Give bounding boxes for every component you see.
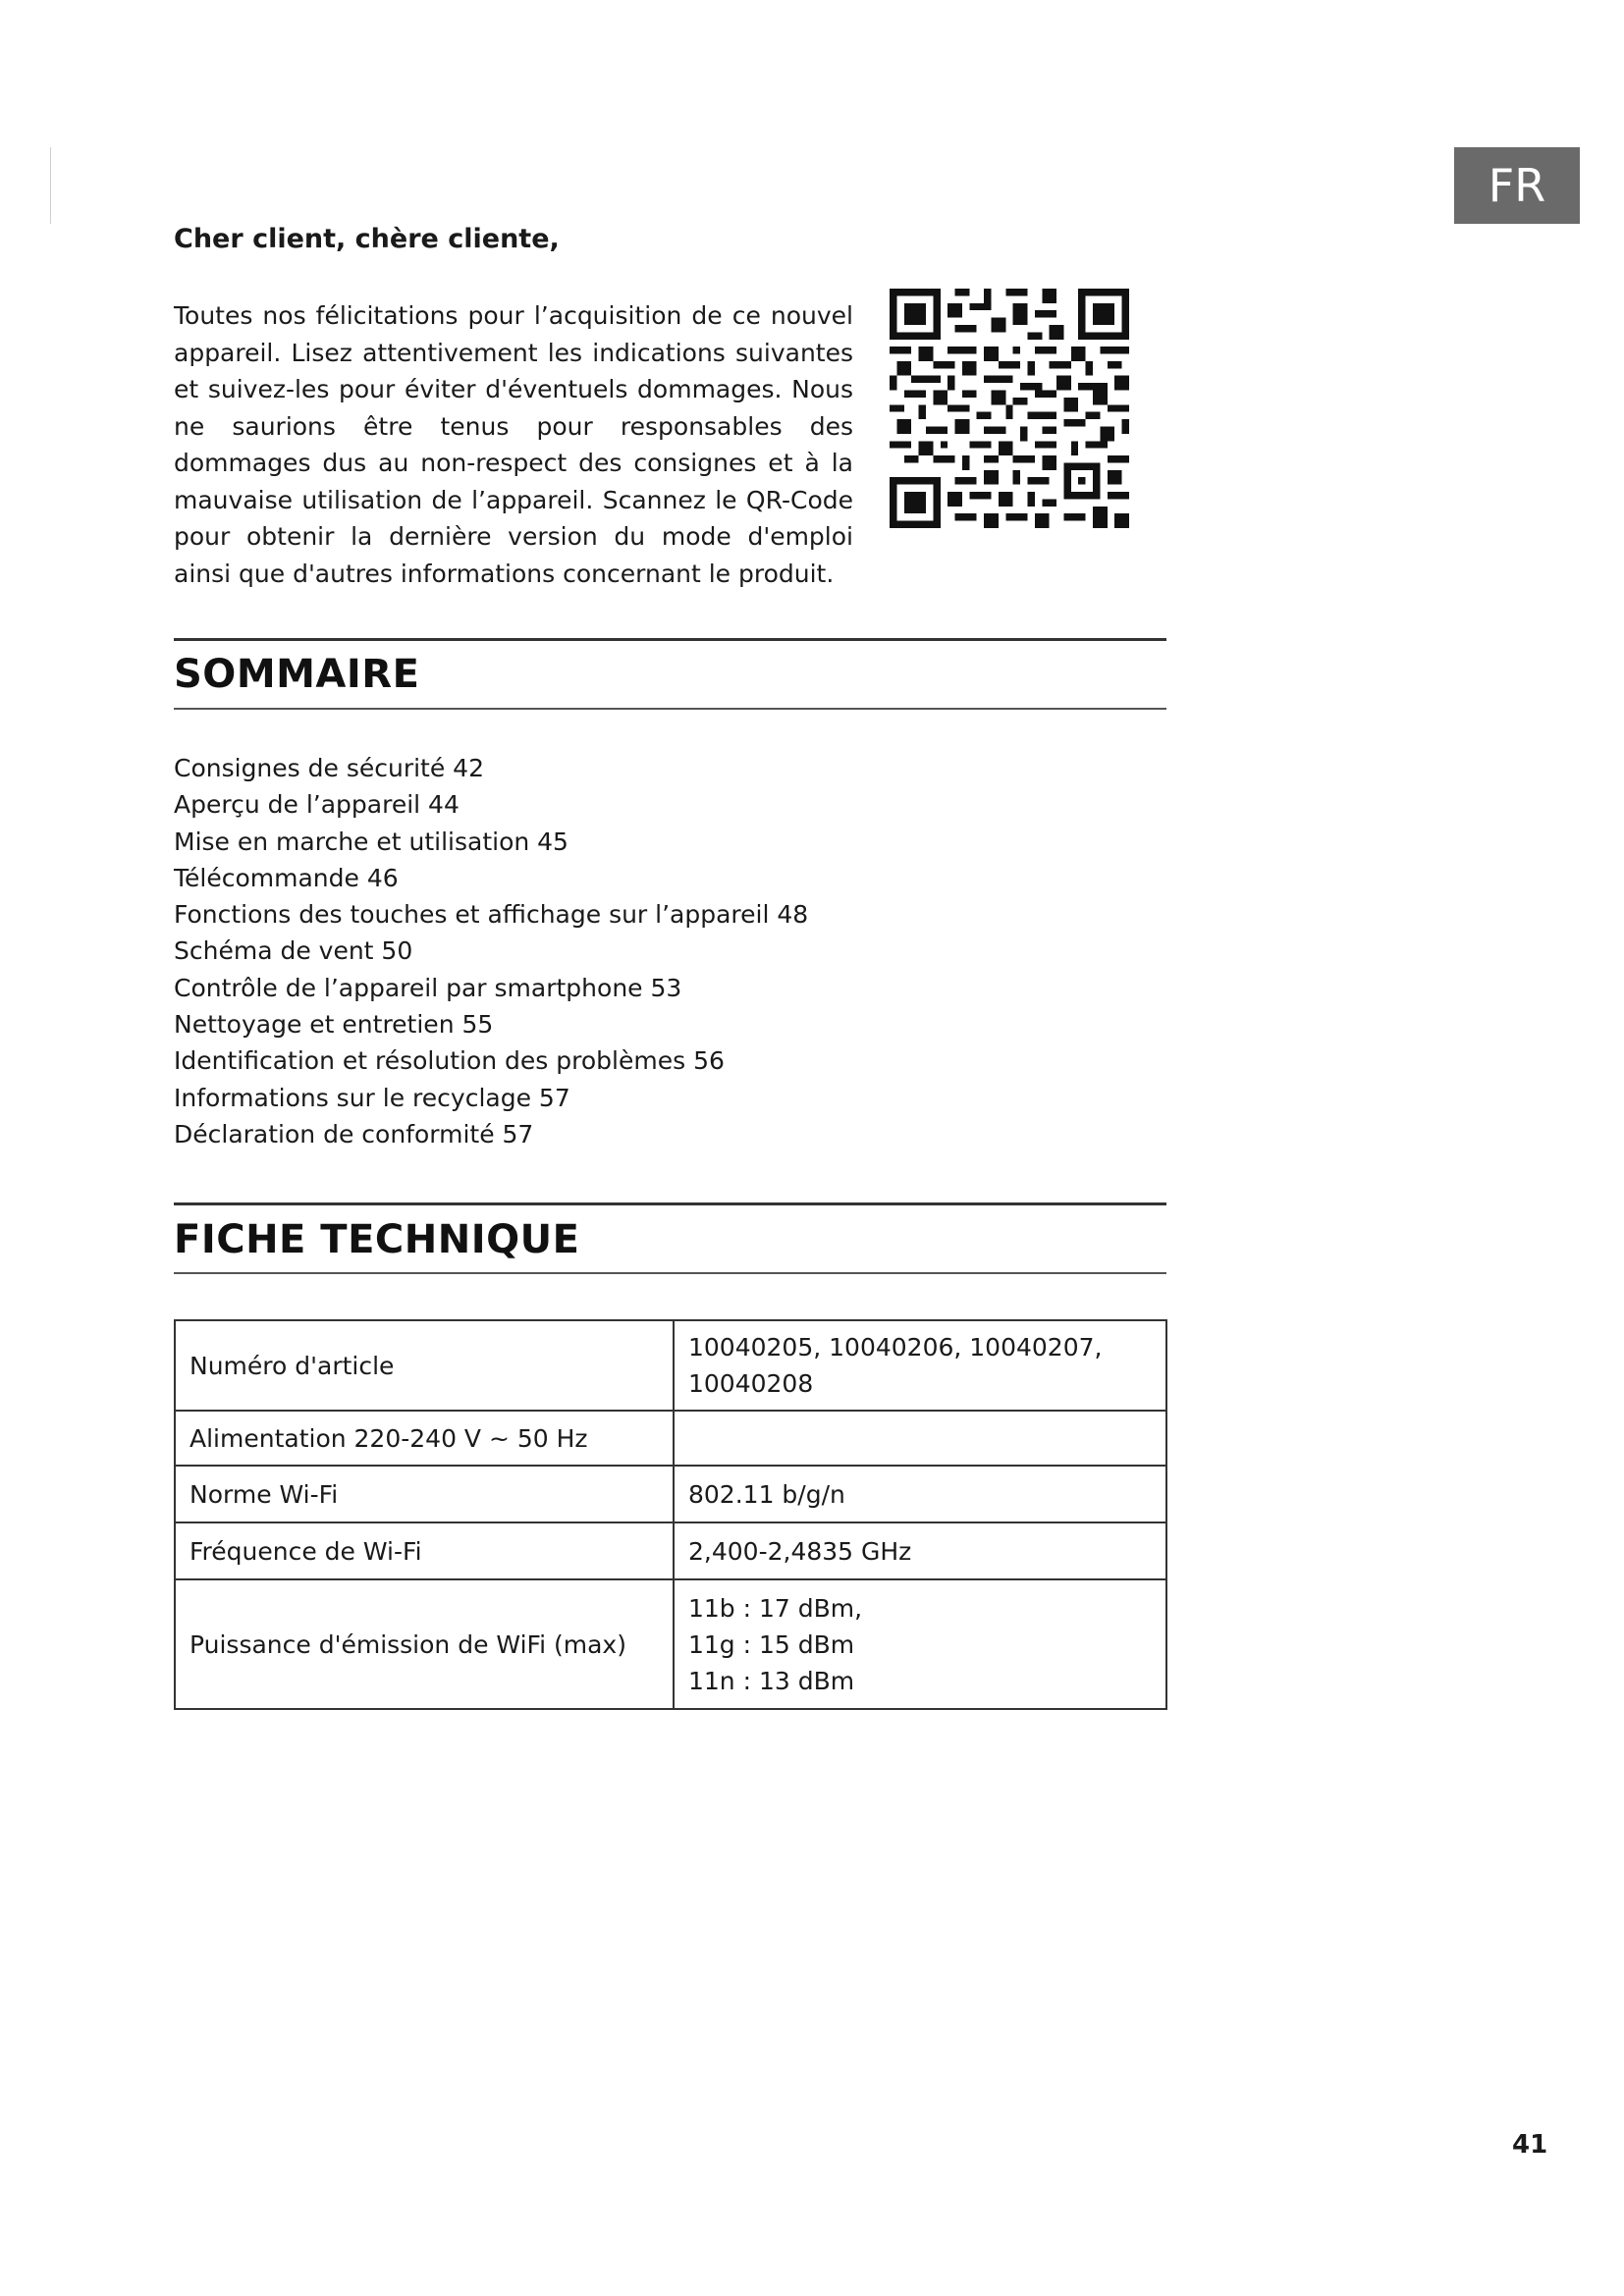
toc-item: Informations sur le recyclage 57 (174, 1083, 570, 1112)
greeting: Cher client, chère cliente, (174, 224, 560, 254)
intro-paragraph: Toutes nos félicitations pour l’acquisition de ce nouvel appareil. Lisez attentivement les indications suivantes et suivez-les pour éviter d'éventuels dommages. Nous ne saurions être tenus pour responsables des dommages dus au non-respect des consignes et à la mauvaise utilisation de l’appareil. Scannez le QR-Code pour obtenir la dernière version du mode d'emploi ainsi que d'autres informations concernant le produit. (174, 301, 853, 588)
toc-item: Déclaration de conformité 57 (174, 1119, 534, 1148)
toc-item: Consignes de sécurité 42 (174, 754, 484, 782)
toc-item: Nettoyage et entretien 55 (174, 1010, 494, 1040)
spec-table (174, 1319, 1167, 1710)
language-tab: FR (1454, 147, 1580, 224)
table-of-contents (174, 750, 808, 1152)
toc-item: Télécommande 46 (174, 863, 399, 892)
table-row (175, 1466, 1166, 1522)
spec-label: Puissance d'émission de WiFi (max) (175, 1579, 674, 1709)
toc-item: Aperçu de l’appareil 44 (174, 790, 460, 820)
table-row (175, 1320, 1166, 1411)
qr-code-icon (890, 289, 1129, 528)
page-number: 41 (1512, 2130, 1548, 2160)
margin-mark (50, 147, 51, 224)
table-row (175, 1411, 1166, 1466)
toc-item: Schéma de vent 50 (174, 936, 413, 966)
fiche-top-rule (174, 1202, 1166, 1205)
toc-item: Mise en marche et utilisation 45 (174, 827, 568, 856)
spec-label: Numéro d'article (175, 1320, 674, 1411)
specs-title: FICHE TECHNIQUE (174, 1217, 580, 1262)
table-row (175, 1579, 1166, 1709)
toc-item: Identification et résolution des problèmes 56 (174, 1046, 725, 1076)
table-row (175, 1522, 1166, 1579)
fiche-bottom-rule (174, 1272, 1166, 1274)
sommaire-bottom-rule (174, 708, 1166, 710)
spec-value (674, 1411, 1166, 1466)
spec-label: Alimentation 220-240 V ~ 50 Hz (175, 1411, 674, 1466)
spec-value: 10040205, 10040206, 10040207, 10040208 (674, 1320, 1166, 1411)
toc-item: Fonctions des touches et affichage sur l’appareil 48 (174, 900, 809, 930)
spec-label: Norme Wi-Fi (175, 1466, 674, 1522)
toc-item: Contrôle de l’appareil par smartphone 53 (174, 973, 682, 1002)
spec-value: 2,400-2,4835 GHz (674, 1522, 1166, 1579)
toc-title: SOMMAIRE (174, 652, 420, 697)
spec-label: Fréquence de Wi-Fi (175, 1522, 674, 1579)
spec-value: 11b : 17 dBm, 11g : 15 dBm 11n : 13 dBm (674, 1579, 1166, 1709)
sommaire-top-rule (174, 638, 1166, 641)
spec-value: 802.11 b/g/n (674, 1466, 1166, 1522)
